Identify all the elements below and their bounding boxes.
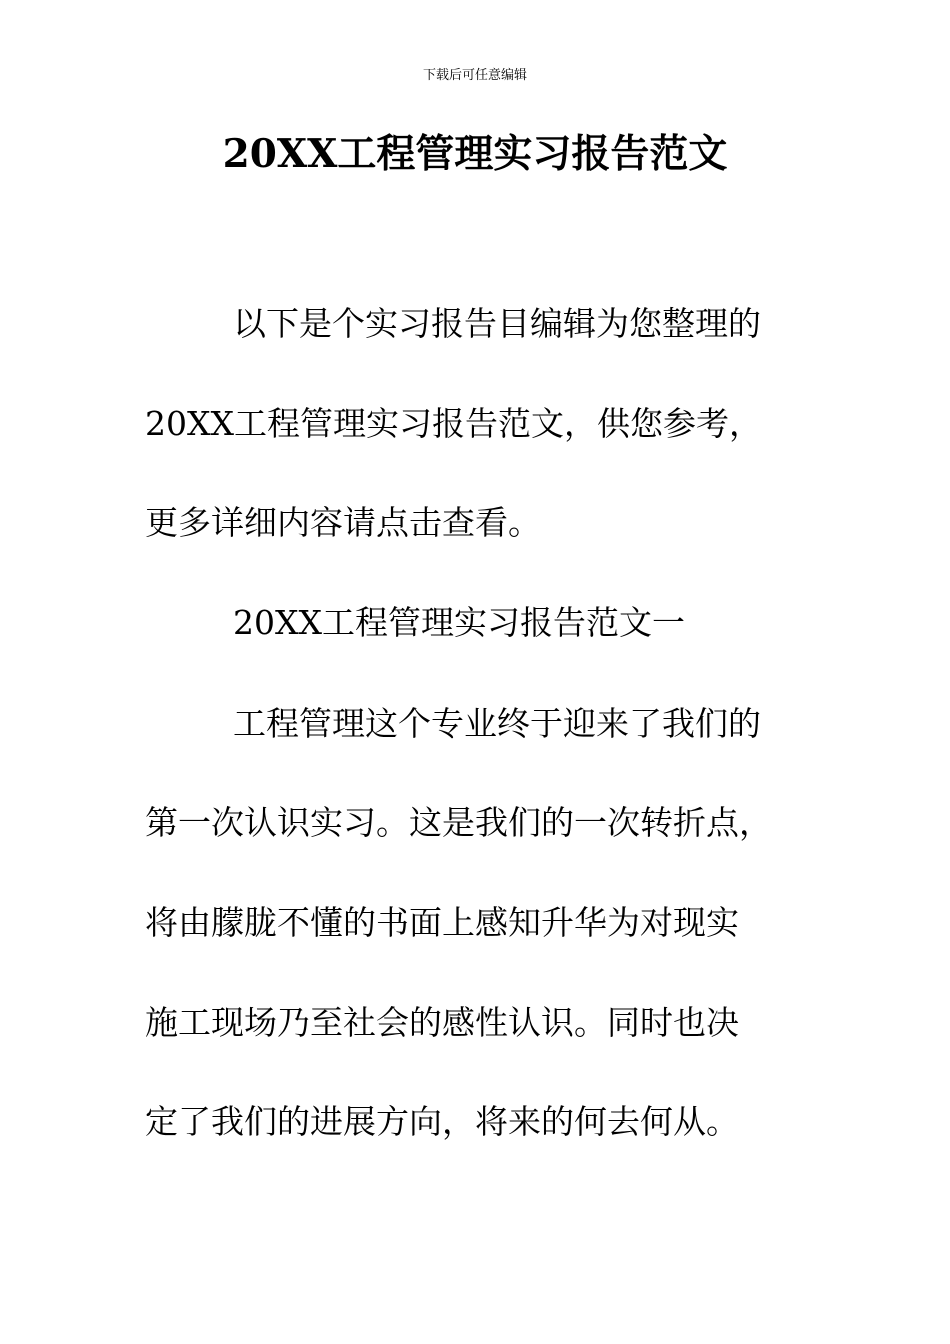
section-heading: 20XX工程管理实习报告范文一 [233,603,685,642]
body-line: 更多详细内容请点击查看。 [145,503,541,542]
body-line: 定了我们的进展方向，将来的何去何从。 [145,1102,739,1141]
body-line: 施工现场乃至社会的感性认识。同时也决 [145,1003,739,1042]
body-line: 以下是个实习报告目编辑为您整理的 [233,304,761,343]
header-note: 下载后可任意编辑 [422,68,527,83]
body-line: 工程管理这个专业终于迎来了我们的 [233,704,761,743]
body-line: 将由朦胧不懂的书面上感知升华为对现实 [145,903,739,942]
document-title: 20XX工程管理实习报告范文 [222,131,728,177]
body-line: 第一次认识实习。这是我们的一次转折点， [145,803,772,842]
body-line: 20XX工程管理实习报告范文，供您参考， [145,404,762,443]
